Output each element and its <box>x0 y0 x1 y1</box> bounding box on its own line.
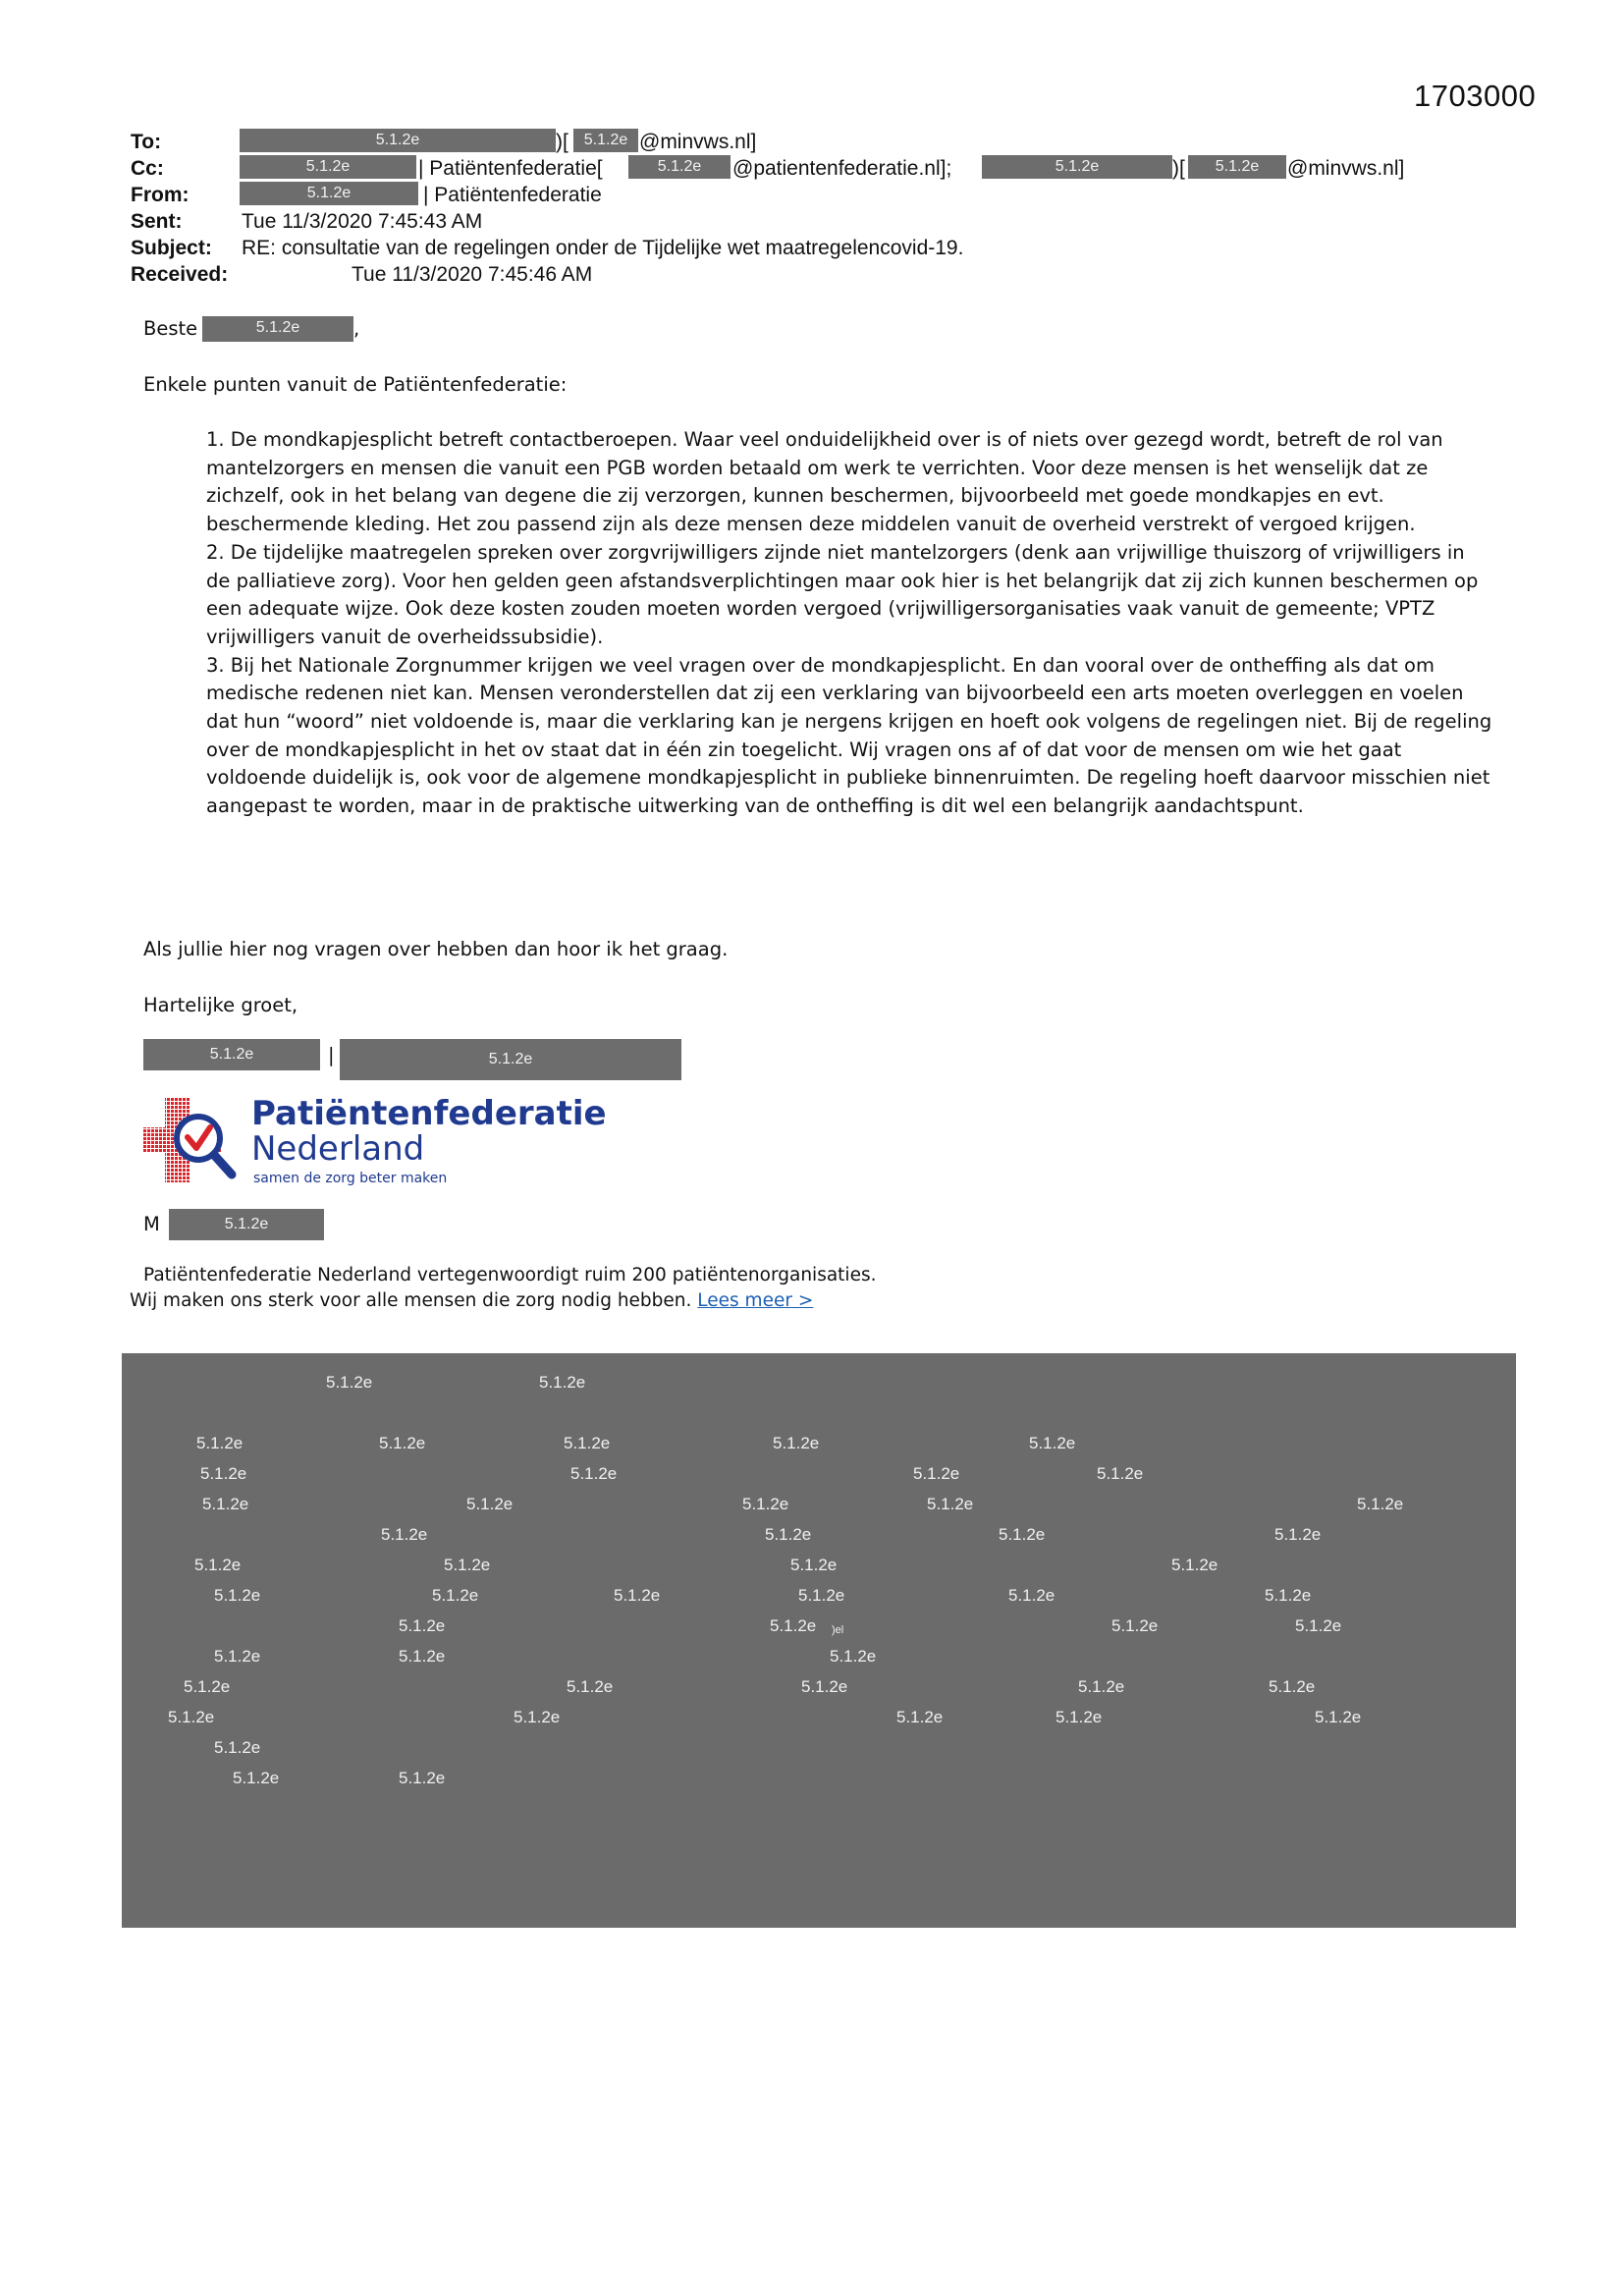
received-label: Received: <box>131 263 229 286</box>
redaction-box: 5.1.2e <box>240 129 556 152</box>
redaction-label: 5.1.2e <box>194 1556 242 1574</box>
redaction-label: 5.1.2e <box>570 1464 618 1483</box>
closing-question: Als jullie hier nog vragen over hebben dan hoor ik het graag. <box>143 938 729 960</box>
redaction-label: 5.1.2e <box>214 1586 261 1605</box>
redaction-label: 5.1.2e <box>379 1434 426 1452</box>
sent-label: Sent: <box>131 210 183 233</box>
list-item: 2. De tijdelijke maatregelen spreken over zorgvrijwilligers zijnde niet mantelzorgers (denk aan vrijwillige thuiszorg of vrijwilligers in de palliatieve zorg). Voor hen gelden geen afstandsverplichtingen maar ook hier is het belangrijk dat zij zich kunnen beschermen op een adequate wijze. Ook deze kosten zouden moeten worden vergoed (vrijwilligersorganisaties vaak vanuit de gemeente; VPTZ vrijwilligers vanuit de overheidssubsidie). <box>206 540 1479 648</box>
redaction-box: 5.1.2e <box>1188 155 1286 179</box>
redaction-box: 5.1.2e <box>143 1039 320 1070</box>
redaction-label: 5.1.2e <box>1056 1708 1103 1726</box>
subject-value: RE: consultatie van de regelingen onder de Tijdelijke wet maatregelencovid-19. <box>242 237 964 259</box>
redacted-block <box>122 1353 1516 1928</box>
redaction-label: 5.1.2e <box>1171 1556 1218 1574</box>
redaction-label: 5.1.2e <box>466 1495 514 1513</box>
document-number: 1703000 <box>1414 79 1537 113</box>
redaction-label: 5.1.2e <box>830 1647 877 1666</box>
redaction-label: 5.1.2e <box>614 1586 661 1605</box>
redaction-label: 5.1.2e <box>233 1769 280 1787</box>
redaction-label: 5.1.2e <box>773 1434 820 1452</box>
redaction-label: 5.1.2e <box>432 1586 479 1605</box>
redaction-box: 5.1.2e <box>169 1209 324 1240</box>
redaction-label: 5.1.2e <box>1265 1586 1312 1605</box>
redaction-label: 5.1.2e <box>196 1434 244 1452</box>
redaction-label: 5.1.2e <box>399 1769 446 1787</box>
cc-label: Cc: <box>131 157 164 180</box>
redaction-box: 5.1.2e <box>982 155 1172 179</box>
redaction-box: 5.1.2e <box>202 316 353 342</box>
redaction-label: 5.1.2e <box>1008 1586 1056 1605</box>
greeting-comma: , <box>353 317 360 340</box>
sign-off: Hartelijke groet, <box>143 994 298 1016</box>
redaction-label: 5.1.2e <box>567 1677 614 1696</box>
to-separator: )[ <box>556 131 568 153</box>
redaction-box: 5.1.2e <box>573 129 638 152</box>
redaction-label: 5.1.2e <box>927 1495 974 1513</box>
redaction-label: 5.1.2e <box>770 1616 817 1635</box>
redaction-label: 5.1.2e <box>801 1677 848 1696</box>
to-label: To: <box>131 131 162 153</box>
logo-line-1: Patiëntenfederatie <box>251 1094 607 1133</box>
points-list <box>206 426 1492 821</box>
redaction-label: 5.1.2e <box>539 1373 586 1392</box>
logo-line-2: Nederland <box>251 1129 425 1169</box>
redaction-box: 5.1.2e <box>240 155 416 179</box>
stray-text: )el <box>832 1624 844 1636</box>
redaction-label: 5.1.2e <box>1274 1525 1322 1544</box>
logo-tagline: samen de zorg beter maken <box>253 1171 448 1186</box>
sent-value: Tue 11/3/2020 7:45:43 AM <box>242 210 483 233</box>
redaction-label: 5.1.2e <box>1315 1708 1362 1726</box>
redaction-label: 5.1.2e <box>168 1708 215 1726</box>
redaction-label: 5.1.2e <box>1111 1616 1159 1635</box>
redaction-label: 5.1.2e <box>1295 1616 1342 1635</box>
redaction-label: 5.1.2e <box>564 1434 611 1452</box>
redaction-label: 5.1.2e <box>202 1495 249 1513</box>
subject-label: Subject: <box>131 237 212 259</box>
list-item: 3. Bij het Nationale Zorgnummer krijgen we veel vragen over de mondkapjesplicht. En dan vooral over de ontheffing als dat om medische redenen niet kan. Mensen veronderstellen dat zij een verklaring van bijvoorbeeld een arts moeten overleggen en voelen dat hun “woord” niet voldoende is, maar die verklaring kan je nergens krijgen en hoeft ook volgens de regelingen niet. Bij de regeling over de mondkapjesplicht in het ov staat dat in één zin toegelicht. Wij vragen ons af of dat voor de mensen om wie het gaat voldoende duidelijk is, ook voor de algemene mondkapjesplicht in publieke binnenruimten. De regeling hoeft daarvoor misschien niet aangepast te worden, maar in de praktische uitwerking van de ontheffing is dit wel een belangrijk aandachtspunt. <box>206 653 1492 818</box>
received-value: Tue 11/3/2020 7:45:46 AM <box>352 263 593 286</box>
greeting: Beste <box>143 317 198 340</box>
to-email-domain: @minvws.nl] <box>639 131 757 153</box>
cc-org-name: | Patiëntenfederatie[ <box>418 157 603 180</box>
list-item: 1. De mondkapjesplicht betreft contactberoepen. Waar veel onduidelijkheid over is of niets over gezegd wordt, betreft de rol van mantelzorgers en mensen die vanuit een PGB worden betaald om werk te verrichten. Voor deze mensen is het wenselijk dat ze zichzelf, ook in het belang van degene die zij verzorgen, kunnen beschermen, bijvoorbeeld met goede mondkapjes en evt. beschermende kleding. Het zou passend zijn als deze mensen deze middelen vanuit de overheid verstrekt of vergoed krijgen. <box>206 428 1443 536</box>
redaction-label: 5.1.2e <box>1078 1677 1125 1696</box>
redaction-label: 5.1.2e <box>742 1495 789 1513</box>
intro-line: Enkele punten vanuit de Patiëntenfederatie: <box>143 373 568 396</box>
redaction-label: 5.1.2e <box>399 1616 446 1635</box>
redaction-label: 5.1.2e <box>214 1647 261 1666</box>
cc-email-domain: @patientenfederatie.nl]; <box>732 157 952 180</box>
redaction-label: 5.1.2e <box>200 1464 247 1483</box>
redaction-label: 5.1.2e <box>1097 1464 1144 1483</box>
redaction-label: 5.1.2e <box>790 1556 838 1574</box>
redaction-box: 5.1.2e <box>628 155 731 179</box>
redaction-label: 5.1.2e <box>798 1586 845 1605</box>
from-label: From: <box>131 184 189 206</box>
redaction-label: 5.1.2e <box>1029 1434 1076 1452</box>
redaction-label: 5.1.2e <box>1269 1677 1316 1696</box>
redaction-label: 5.1.2e <box>913 1464 960 1483</box>
cc-email-domain-2: @minvws.nl] <box>1287 157 1405 180</box>
redaction-label: 5.1.2e <box>765 1525 812 1544</box>
footer-line-2 <box>130 1290 813 1311</box>
redaction-box: 5.1.2e <box>340 1039 681 1080</box>
patientenfederatie-logo <box>143 1094 607 1192</box>
from-org: | Patiëntenfederatie <box>423 184 602 206</box>
redaction-label: 5.1.2e <box>896 1708 944 1726</box>
footer-text: Wij maken ons sterk voor alle mensen die zorg nodig hebben. <box>130 1290 692 1311</box>
redaction-label: 5.1.2e <box>444 1556 491 1574</box>
redaction-label: 5.1.2e <box>326 1373 373 1392</box>
redaction-label: 5.1.2e <box>514 1708 561 1726</box>
redaction-label: 5.1.2e <box>381 1525 428 1544</box>
redaction-label: 5.1.2e <box>999 1525 1046 1544</box>
lees-meer-link[interactable]: Lees meer > <box>697 1290 814 1311</box>
redaction-box: 5.1.2e <box>240 182 418 205</box>
redaction-label: 5.1.2e <box>1357 1495 1404 1513</box>
logo-cross-magnifier-icon <box>143 1094 251 1192</box>
mobile-prefix: M <box>143 1213 160 1235</box>
signature-separator: | <box>328 1044 335 1066</box>
redaction-label: 5.1.2e <box>214 1738 261 1757</box>
footer-line-1: Patiëntenfederatie Nederland vertegenwoordigt ruim 200 patiëntenorganisaties. <box>143 1265 877 1285</box>
cc-separator: )[ <box>1172 157 1185 180</box>
redaction-label: 5.1.2e <box>184 1677 231 1696</box>
redaction-label: 5.1.2e <box>399 1647 446 1666</box>
